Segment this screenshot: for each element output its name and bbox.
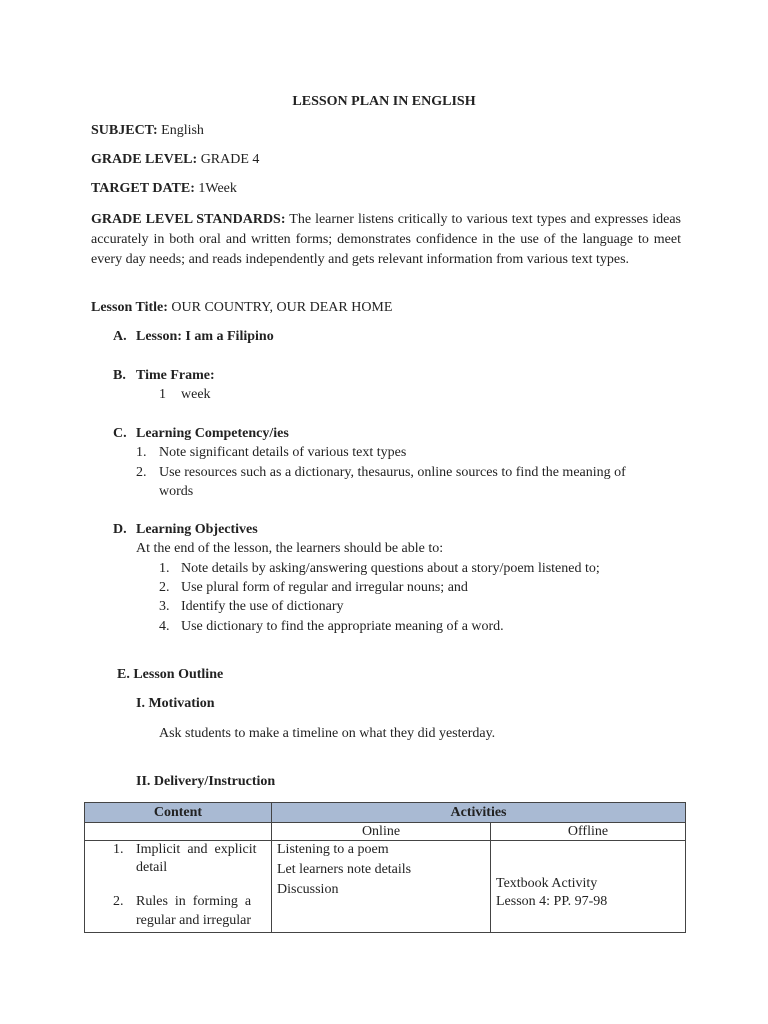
- objective-text: Use plural form of regular and irregular nouns; and: [181, 580, 468, 595]
- time-frame-value: week: [181, 387, 211, 402]
- grade-level-line: [91, 152, 259, 168]
- offline-activity: Lesson 4: PP. 97-98: [496, 894, 608, 909]
- section-d-text: Learning Objectives: [136, 522, 258, 537]
- delivery-table: [84, 802, 686, 933]
- section-b-letter: B.: [113, 368, 126, 383]
- objective-num: 3.: [159, 599, 170, 614]
- section-c-text: Learning Competency/ies: [136, 426, 289, 441]
- objective-num: 4.: [159, 619, 170, 634]
- subheader-offline: Offline: [491, 823, 686, 841]
- content-item-text: Rules in forming a: [136, 894, 252, 909]
- content-item-text: Implicit and explicit: [136, 842, 257, 857]
- delivery-heading: II. Delivery/Instruction: [136, 774, 276, 789]
- section-d-letter: D.: [113, 522, 127, 537]
- motivation-heading: I. Motivation: [136, 696, 215, 711]
- online-activity: Listening to a poem: [277, 842, 389, 857]
- competency-text-continued: words: [159, 484, 194, 499]
- target-date-line: [91, 181, 237, 197]
- document-title: LESSON PLAN IN ENGLISH: [292, 94, 476, 109]
- online-activity: Let learners note details: [277, 862, 412, 877]
- standards-text: The learner listens critically to various text types and expresses ideas accurately in both oral and written forms; demonstrates confidence in the use of the language to meet every day needs; and reads independently and gets relevant information from various text types.: [91, 212, 681, 267]
- objective-text: Use dictionary to find the appropriate meaning of a word.: [181, 619, 504, 634]
- subject-line: [91, 123, 204, 139]
- objective-num: 2.: [159, 580, 170, 595]
- competency-text: Use resources such as a dictionary, thesaurus, online sources to find the meaning of: [159, 465, 626, 480]
- header-content: Content: [85, 803, 272, 823]
- content-item-num: 1.: [113, 842, 124, 857]
- section-e-heading: E. Lesson Outline: [117, 667, 224, 682]
- content-cell: [85, 841, 272, 933]
- standards-label: GRADE LEVEL STANDARDS:: [91, 212, 286, 227]
- target-date-label: TARGET DATE:: [91, 181, 195, 196]
- subject-value: English: [161, 123, 204, 138]
- header-activities: Activities: [272, 803, 686, 823]
- grade-level-standards: [91, 210, 681, 270]
- lesson-title-line: [91, 300, 392, 316]
- objectives-intro: At the end of the lesson, the learners should be able to:: [136, 541, 444, 556]
- target-date-value: 1Week: [198, 181, 237, 196]
- content-item-text-continued: detail: [136, 860, 168, 875]
- competency-num: 1.: [136, 445, 147, 460]
- section-c-letter: C.: [113, 426, 127, 441]
- objective-text: Note details by asking/answering questions about a story/poem listened to;: [181, 561, 600, 576]
- grade-level-label: GRADE LEVEL:: [91, 152, 198, 167]
- grade-level-value: GRADE 4: [200, 152, 260, 167]
- competency-num: 2.: [136, 465, 147, 480]
- competency-text: Note significant details of various text types: [159, 445, 407, 460]
- subject-label: SUBJECT:: [91, 123, 158, 138]
- objective-text: Identify the use of dictionary: [181, 599, 344, 614]
- subheader-online: Online: [272, 823, 491, 841]
- time-frame-num: 1: [159, 387, 166, 402]
- online-cell: [272, 841, 491, 933]
- subheader-empty: [85, 823, 272, 841]
- section-a-letter: A.: [113, 329, 127, 344]
- table-header-row: [85, 803, 686, 823]
- lesson-title-label: Lesson Title:: [91, 300, 168, 315]
- table-row: [85, 841, 686, 933]
- section-a-text: Lesson: I am a Filipino: [136, 329, 274, 344]
- offline-activity: Textbook Activity: [496, 876, 598, 891]
- objective-num: 1.: [159, 561, 170, 576]
- content-item-num: 2.: [113, 894, 124, 909]
- table-subheader-row: [85, 823, 686, 841]
- online-activity: Discussion: [277, 882, 339, 897]
- lesson-title-value: OUR COUNTRY, OUR DEAR HOME: [171, 300, 393, 315]
- motivation-text: Ask students to make a timeline on what they did yesterday.: [159, 726, 496, 741]
- content-item-text-continued: regular and irregular: [136, 913, 252, 928]
- section-b-text: Time Frame:: [136, 368, 215, 383]
- offline-cell: [491, 841, 686, 933]
